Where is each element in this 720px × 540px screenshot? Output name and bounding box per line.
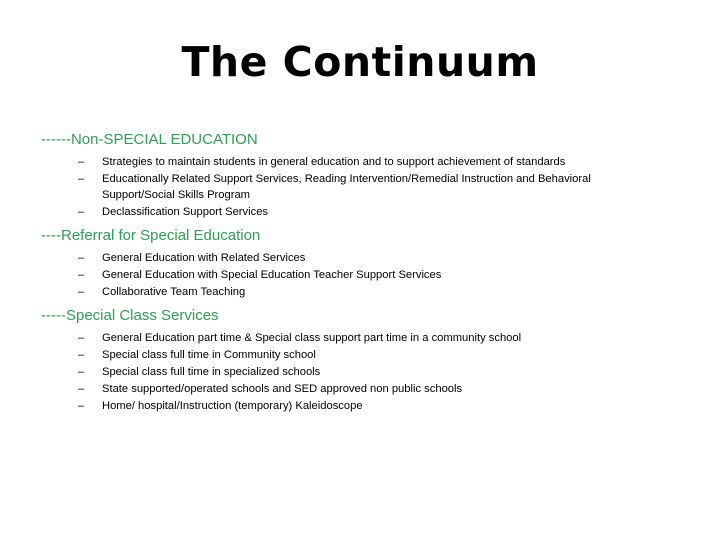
section-non-special-education xyxy=(41,130,681,220)
list-item xyxy=(41,330,681,346)
list-item xyxy=(41,398,681,414)
list-item xyxy=(41,381,681,397)
list-item-text: Special class full time in Community school xyxy=(102,349,316,361)
list-item-text: Declassification Support Services xyxy=(102,206,269,218)
dash-bullet: – xyxy=(78,349,85,361)
list-item-text: General Education with Special Education Teacher Support Services xyxy=(102,269,442,281)
list-item-text: Special class full time in specialized schools xyxy=(102,366,321,378)
dash-bullet: – xyxy=(78,383,85,395)
list-item xyxy=(41,364,681,380)
continuum-list xyxy=(41,130,681,415)
list-item-text: State supported/operated schools and SED approved non public schools xyxy=(102,383,463,395)
list-item-text: General Education part time & Special class support part time in a community school xyxy=(102,332,522,344)
list-item xyxy=(41,204,681,220)
list-item-text: Educationally Related Support Services, Reading Intervention/Remedial Instruction and Behavioral Support/Social Skills Program xyxy=(102,173,591,201)
dash-bullet: – xyxy=(78,400,85,412)
list-item xyxy=(41,171,681,203)
list-item-text: General Education with Related Services xyxy=(102,252,306,264)
section-heading: ----Referral for Special Education xyxy=(41,227,261,244)
list-item-text: Home/ hospital/Instruction (temporary) Kaleidoscope xyxy=(102,400,363,412)
dash-bullet: – xyxy=(78,173,85,185)
list-item-text: Collaborative Team Teaching xyxy=(102,286,246,298)
list-item xyxy=(41,154,681,170)
list-item-text: Strategies to maintain students in general education and to support achievement of standards xyxy=(102,156,566,168)
dash-bullet: – xyxy=(78,332,85,344)
section-referral xyxy=(41,226,681,300)
dash-bullet: – xyxy=(78,366,85,378)
dash-bullet: – xyxy=(78,286,85,298)
dash-bullet: – xyxy=(78,206,85,218)
dash-bullet: – xyxy=(78,156,85,168)
section-special-class-services xyxy=(41,306,681,414)
page-title: The Continuum xyxy=(181,38,539,86)
section-items xyxy=(41,250,681,300)
list-item xyxy=(41,347,681,363)
dash-bullet: – xyxy=(78,269,85,281)
dash-bullet: – xyxy=(78,252,85,264)
list-item xyxy=(41,267,681,283)
section-items xyxy=(41,154,681,220)
list-item xyxy=(41,250,681,266)
list-item xyxy=(41,284,681,300)
section-items xyxy=(41,330,681,414)
section-heading: ------Non-SPECIAL EDUCATION xyxy=(41,131,258,148)
section-heading: -----Special Class Services xyxy=(41,307,219,324)
